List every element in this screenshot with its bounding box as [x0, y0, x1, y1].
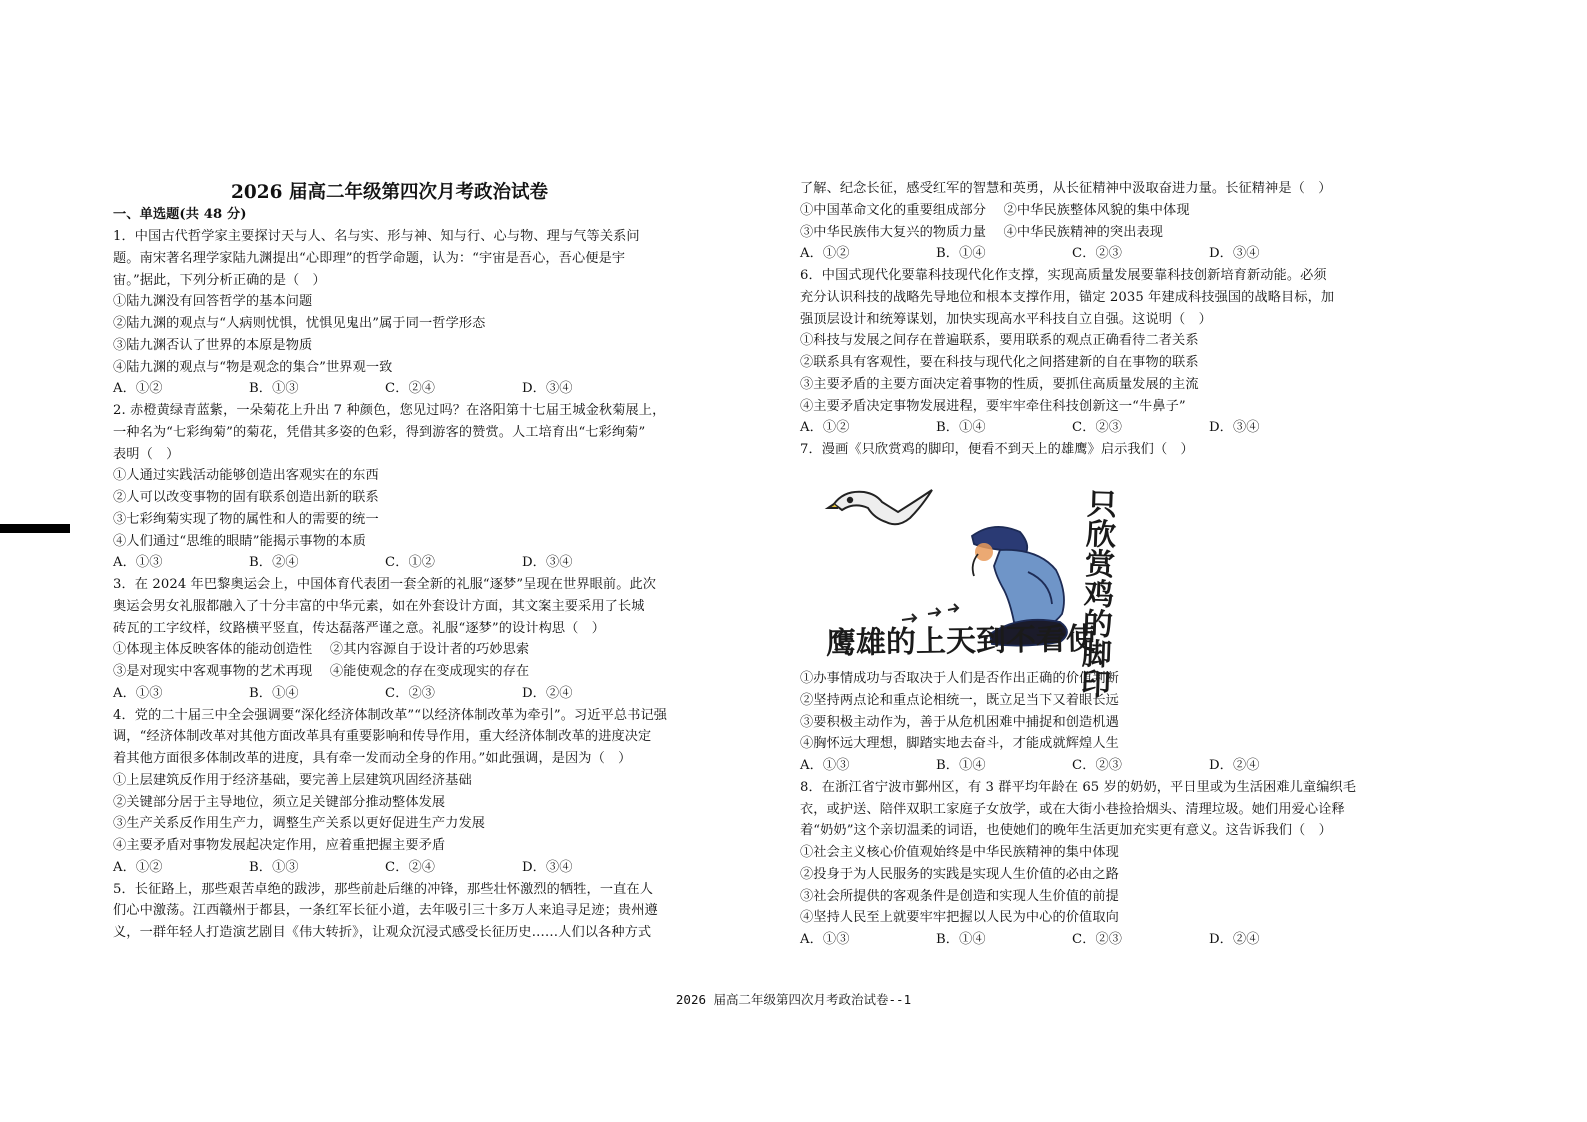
question-text-line: 1．中国古代哲学家主要探讨天与人、名与实、形与神、知与行、心与物、理与气等关系问 — [113, 229, 640, 244]
question-text-line: 着“奶奶”这个亲切温柔的词语，也使她们的晚年生活更加充实更有意义。这告诉我们（ ） — [800, 823, 1332, 839]
question-text-line: ①科技与发展之间存在普遍联系，要用联系的观点正确看待二者关系 — [800, 333, 1199, 349]
question-text-line: ③主要矛盾的主要方面决定着事物的性质，要抓住高质量发展的主流 — [800, 376, 1199, 392]
answer-options-row — [113, 683, 668, 705]
question-text-line: ②关键部分居于主导地位，须立足关键部分推动整体发展 — [113, 794, 446, 810]
question-text-line: ①体现主体反映客体的能动创造性 ②其内容源自于设计者的巧妙思索 — [113, 642, 530, 658]
question-text-line: 了解、纪念长征，感受红军的智慧和英勇，从长征精神中汲取奋进力量。长征精神是（ ） — [800, 181, 1332, 196]
answer-option: B．②④ — [249, 555, 299, 571]
answer-options-row — [113, 857, 668, 879]
answer-option: A．①② — [113, 859, 163, 875]
question-text-line: 们心中激荡。江西赣州于都县，一条红军长征小道，去年吸引三十多万人来追寻足迹；贵州遵 — [113, 903, 658, 919]
answer-option: A．①② — [800, 246, 850, 262]
question-text-line: 3．在 2024 年巴黎奥运会上，中国体育代表团一套全新的礼服“逐梦”呈现在世界眼前。此次 — [113, 577, 657, 592]
section-heading: 一、单选题(共 48 分) — [113, 207, 247, 222]
question-text-line: ①中国革命文化的重要组成部分 ②中华民族整体风貌的集中体现 — [800, 202, 1190, 218]
answer-option: A．①② — [800, 420, 850, 436]
question-text-line: ④主要矛盾决定事物发展进程，要牢牢牵住科技创新这一“牛鼻子” — [800, 398, 1186, 414]
question-text-line: 一种名为“七彩绚菊”的菊花，凭借其多姿的色彩，得到游客的赞赏。人工培育出“七彩绚菊” — [113, 424, 646, 440]
question-text-line: 表明（ ） — [113, 446, 180, 462]
question-text-line: ③要积极主动作为，善于从危机困难中捕捉和创造机遇 — [800, 714, 1119, 730]
question-text-line: 6．中国式现代化要靠科技现代化作支撑，实现高质量发展要靠科技创新培育新动能。必须 — [800, 268, 1327, 283]
answer-option: D．②④ — [522, 685, 573, 701]
question-text-line: ②坚持两点论和重点论相统一，既立足当下又着眼长远 — [800, 692, 1119, 708]
answer-options-row — [800, 929, 1360, 951]
answer-option: A．①③ — [113, 685, 163, 701]
question-text-line: ②联系具有客观性，要在科技与现代化之间搭建新的自在事物的联系 — [800, 355, 1199, 370]
answer-option: D．③④ — [1209, 246, 1260, 262]
answer-option: D．③④ — [522, 555, 573, 571]
question-text-line: ②投身于为人民服务的实践是实现人生价值的必由之路 — [800, 866, 1119, 882]
question-text-line: 强顶层设计和统筹谋划，加快实现高水平科技自立自强。这说明（ ） — [800, 311, 1212, 327]
answer-option: A．①③ — [113, 555, 163, 571]
answer-option: B．①③ — [249, 381, 299, 397]
question-text-line: ③是对现实中客观事物的艺术再现 ④能使观念的存在变成现实的存在 — [113, 664, 530, 679]
answer-option: C．②③ — [1072, 420, 1123, 436]
answer-option: B．①④ — [936, 932, 986, 947]
question-text-line: ①人通过实践活动能够创造出客观实在的东西 — [113, 468, 379, 484]
question-text-line: ③七彩绚菊实现了物的属性和人的需要的统一 — [113, 511, 379, 527]
question-text-line: ①陆九渊没有回答哲学的基本问题 — [113, 294, 313, 310]
answer-option: C．②④ — [385, 859, 436, 875]
question-text-line: ①上层建筑反作用于经济基础，要完善上层建筑巩固经济基础 — [113, 772, 472, 788]
question-text-line: ③陆九渊否认了世界的本原是物质 — [113, 337, 313, 353]
footprint-arrows — [902, 604, 958, 622]
answer-option: C．①② — [385, 555, 436, 571]
question-text-line: 义，一群年轻人打造演艺剧目《伟大转折》，让观众沉浸式感受长征历史……人们以各种方式 — [113, 925, 652, 940]
answer-option: D．②④ — [1209, 932, 1260, 947]
question-text-line: 宙。”据此，下列分析正确的是（ ） — [113, 272, 326, 288]
answer-options-row — [800, 417, 1360, 439]
question-text-line: 着其他方面很多体制改革的进度，具有牵一发而动全身的作用。”如此强调，是因为（ ） — [113, 751, 632, 766]
question-text-line: 4．党的二十届三中全会强调要“深化经济体制改革”“以经济体制改革为牵引”。习近平总书记强 — [113, 707, 668, 723]
question-text-line: ③中华民族伟大复兴的物质力量 ④中华民族精神的突出表现 — [800, 224, 1164, 240]
question-text-line: ②陆九渊的观点与“人病则忧惧，忧惧见鬼出”属于同一哲学形态 — [113, 316, 486, 331]
question-text-line: 5．长征路上，那些艰苦卓绝的跋涉，那些前赴后继的冲锋，那些壮怀激烈的牺牲，一直在人 — [113, 881, 653, 897]
question-text-line: 充分认识科技的战略先导地位和根本支撑作用，锚定 2035 年建成科技强国的战略目标，加 — [800, 289, 1335, 305]
answer-option: C．②③ — [1072, 246, 1123, 262]
comic-caption-bottom: 鹰雄的上天到不看使 — [825, 621, 1097, 662]
answer-options-row — [800, 755, 1360, 777]
answer-option: A．①③ — [800, 758, 850, 773]
page-footer: 2026 届高二年级第四次月考政治试卷--1 — [675, 992, 912, 1007]
question-text-line: 调，“经济体制改革对其他方面改革具有重要影响和传导作用，重大经济体制改革的进度决定 — [113, 729, 652, 745]
answer-option: B．①④ — [936, 246, 986, 262]
question-text-line: 衣，或护送、陪伴双职工家庭子女放学，或在大街小巷捡拾烟头、清理垃圾。她们用爱心诠释 — [800, 801, 1345, 817]
eagle-figure — [828, 490, 932, 524]
question-text-line: 题。南宋著名理学家陆九渊提出“心即理”的哲学命题，认为：“宇宙是吾心，吾心便是宇 — [113, 250, 626, 266]
answer-options-row — [113, 378, 668, 400]
question-text-line: 奥运会男女礼服都融入了十分丰富的中华元素，如在外套设计方面，其文案主要采用了长城 — [113, 598, 645, 614]
question-text-line: 7．漫画《只欣赏鸡的脚印，便看不到天上的雄鹰》启示我们（ ） — [800, 442, 1194, 457]
answer-option: B．①③ — [249, 859, 299, 875]
question-text-line: ①办事情成功与否取决于人们是否作出正确的价值判断 — [800, 671, 1119, 686]
question-text-line: ③生产关系反作用生产力，调整生产关系以更好促进生产力发展 — [113, 816, 486, 832]
page-title: 2026 届高二年级第四次月考政治试卷 — [231, 182, 548, 203]
question-text-line: 2. 赤橙黄绿青蓝紫，一朵菊花上升出 7 种颜色，您见过吗？在洛阳第十七届王城金秋菊展上， — [113, 403, 666, 418]
question-text-line: ②人可以改变事物的固有联系创造出新的联系 — [113, 490, 379, 505]
answer-option: C．②③ — [1072, 758, 1123, 773]
question-text-line: ④主要矛盾对事物发展起决定作用，应着重把握主要矛盾 — [113, 838, 446, 853]
question-text-line: ①社会主义核心价值观始终是中华民族精神的集中体现 — [800, 845, 1119, 860]
question-text-line: ③社会所提供的客观条件是创造和实现人生价值的前提 — [800, 888, 1119, 904]
answer-option: B．①④ — [936, 420, 986, 436]
answer-option: A．①③ — [800, 932, 850, 947]
answer-options-row — [800, 243, 1360, 265]
question-text-line: ④人们通过“思维的眼睛”能揭示事物的本质 — [113, 533, 366, 549]
question-text-line: ④胸怀远大理想，脚踏实地去奋斗，才能成就辉煌人生 — [800, 736, 1119, 752]
answer-option: B．①④ — [936, 758, 986, 773]
answer-options-row — [113, 552, 668, 574]
comic-caption-right: 只欣赏鸡的脚印 — [1074, 487, 1117, 699]
answer-option: C．②③ — [385, 685, 436, 701]
question-text-line: ④陆九渊的观点与“物是观念的集合”世界观一致 — [113, 359, 393, 375]
binding-margin-mark — [0, 524, 70, 533]
answer-option: D．③④ — [1209, 420, 1260, 436]
answer-option: D．②④ — [1209, 758, 1260, 773]
answer-option: C．②③ — [1072, 932, 1123, 947]
answer-option: D．③④ — [522, 381, 573, 397]
question-text-line: ④坚持人民至上就要牢牢把握以人民为中心的价值取向 — [800, 910, 1119, 926]
answer-option: A．①② — [113, 381, 163, 397]
answer-option: C．②④ — [385, 381, 436, 397]
answer-option: B．①④ — [249, 685, 299, 701]
question-text-line: 砖瓦的工字纹样，纹路横平竖直，传达磊落严谨之意。礼服“逐梦”的设计构思（ ） — [113, 620, 606, 636]
answer-option: D．③④ — [522, 859, 573, 875]
question-text-line: 8．在浙江省宁波市鄞州区，有 3 群平均年龄在 65 岁的奶奶，平日里或为生活困难儿童编织毛 — [800, 779, 1357, 795]
